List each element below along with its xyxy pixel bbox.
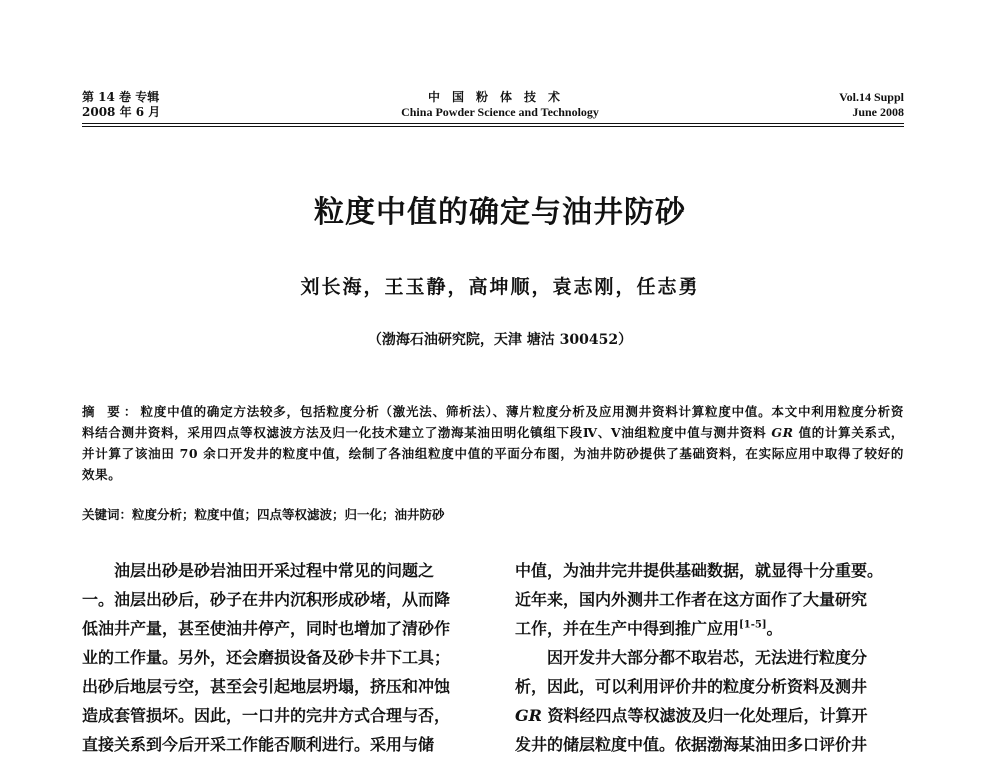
body-line: 近年来，国内外测井工作者在这方面作了大量研究 <box>515 590 868 609</box>
body-line: 一。油层出砂后，砂子在井内沉积形成砂堵，从而降 <box>82 590 451 609</box>
volume-issue-en: Vol.14 Suppl <box>839 90 904 104</box>
body-line-text: 工作，并在生产中得到推广应用 <box>515 619 740 638</box>
journal-name-cn: 中国粉体技术 <box>427 90 572 104</box>
body-line: 出砂后地层亏空，甚至会引起地层坍塌，挤压和冲蚀 <box>82 677 451 696</box>
keywords <box>82 505 904 525</box>
body-line: 中值，为油井完井提供基础数据，就显得十分重要。 <box>515 561 884 580</box>
keywords-label: 关键词： <box>82 507 133 522</box>
journal-name-en: China Powder Science and Technology <box>401 105 599 119</box>
body-line: 发井的储层粒度中值。依据渤海某油田多口评价井 <box>515 735 868 754</box>
abstract-text-2: 值的计算关系式，并计算了该油田 70 余口开发井的粒度中值，绘制了各油组粒度中值的平面分布图，为油井防砂提供了基础资料，在实际应用中取得了较好的效果。 <box>82 425 904 482</box>
body-line: 业的工作量。另外，还会磨损设备及砂卡井下工具； <box>82 648 451 667</box>
body-line-end: 。 <box>766 619 783 638</box>
header-rule <box>82 123 904 127</box>
issue-date-en: June 2008 <box>852 105 904 119</box>
body-line: 低油井产量，甚至使油井停产，同时也增加了清砂作 <box>82 619 451 638</box>
keywords-text: 粒度分析；粒度中值；四点等权滤波；归一化；油井防砂 <box>132 507 445 522</box>
citation-ref: [1-5] <box>739 619 767 631</box>
abstract-gr: GR <box>771 425 794 440</box>
paper-authors: 刘长海，王玉静，高坤顺，袁志刚，任志勇 <box>300 276 700 298</box>
body-column-right <box>515 556 907 759</box>
body-line: 因开发井大部分都不取岩芯，无法进行粒度分 <box>547 648 868 667</box>
body-column-left <box>82 556 487 759</box>
body-line: 直接关系到今后开采工作能否顺利进行。采用与储 <box>82 735 435 754</box>
body-line: 油层出砂是砂岩油田开采过程中常见的问题之 <box>114 561 435 580</box>
body-gr: GR <box>515 706 542 725</box>
paper-title: 粒度中值的确定与油井防砂 <box>314 195 686 230</box>
abstract-text-1: 粒度中值的确定方法较多，包括粒度分析（激光法、筛析法）、薄片粒度分析及应用测井资料计算粒度中值。本文中利用粒度分析资料结合测井资料，采用四点等权滤波方法及归一化技术建立了渤海某油田明化镇组下段Ⅳ、Ⅴ油组粒度中值与测井资料 <box>82 404 904 440</box>
body-line-text: 资料经四点等权滤波及归一化处理后，计算开 <box>541 706 868 725</box>
body-line: 析，因此，可以利用评价井的粒度分析资料及测井 <box>515 677 868 696</box>
abstract <box>82 401 904 485</box>
body-line: 造成套管损坏。因此，一口井的完井方式合理与否， <box>82 706 451 725</box>
body-line <box>515 701 907 730</box>
abstract-label: 摘 要： <box>82 404 141 419</box>
volume-issue: 第 14 卷 专辑 <box>82 90 160 104</box>
body-line <box>515 614 907 643</box>
paper-affiliation: （渤海石油研究院，天津 塘沽 300452） <box>367 332 633 348</box>
issue-date: 2008 年 6 月 <box>82 105 161 119</box>
journal-volume-info-en <box>839 90 904 120</box>
